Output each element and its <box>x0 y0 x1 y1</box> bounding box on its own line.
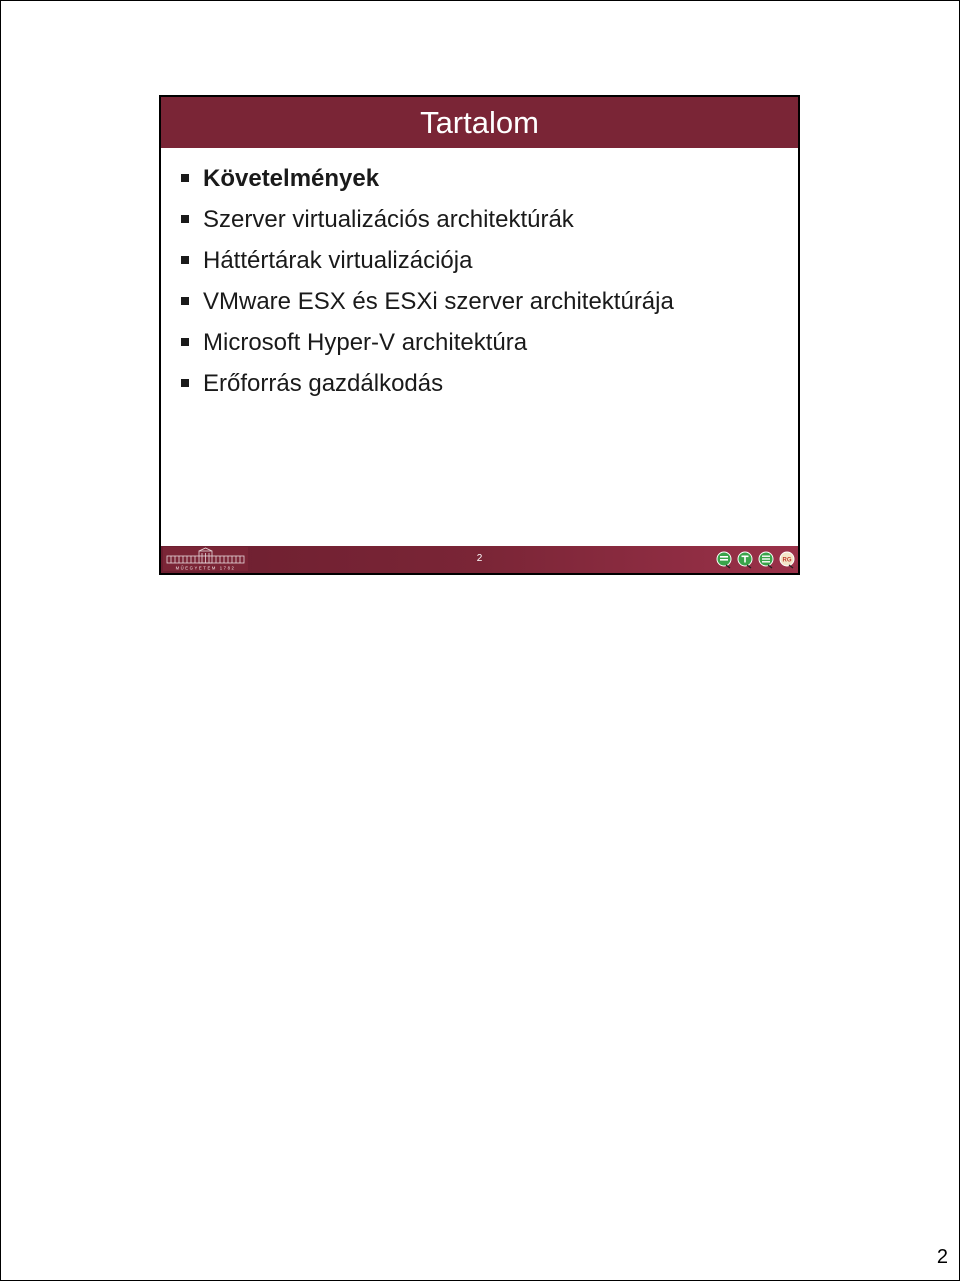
bullet-item <box>179 241 789 282</box>
bullet-label: Háttértárak virtualizációja <box>203 247 473 274</box>
page-number: 2 <box>936 1246 948 1268</box>
slide-header <box>161 97 798 148</box>
bullet-marker-icon <box>181 379 189 387</box>
bullet-item <box>179 323 789 364</box>
ftsrg-rg-icon <box>779 549 796 569</box>
bullet-label: Követelmények <box>203 165 380 192</box>
bullet-item <box>179 159 789 200</box>
bullet-item <box>179 282 789 323</box>
bullet-label: Erőforrás gazdálkodás <box>203 370 444 397</box>
slide-footer <box>161 546 798 573</box>
ftsrg-f-icon <box>716 549 733 569</box>
bullet-label: Microsoft Hyper-V architektúra <box>203 329 528 356</box>
slide <box>159 95 800 575</box>
slide-title: Tartalom <box>420 105 539 140</box>
bullet-item <box>179 200 789 241</box>
ftsrg-s-icon <box>758 549 775 569</box>
bullet-marker-icon <box>181 256 189 264</box>
bullet-marker-icon <box>181 174 189 182</box>
bullet-marker-icon <box>181 338 189 346</box>
bullet-list <box>179 159 789 405</box>
bullet-label: VMware ESX és ESXi szerver architektúrája <box>203 288 674 315</box>
bullet-item <box>179 364 789 405</box>
bullet-label: Szerver virtualizációs architektúrák <box>203 206 574 233</box>
footer-icon-group <box>716 549 796 569</box>
ftsrg-t-icon <box>737 549 754 569</box>
svg-text:MŰEGYETEM 1782: MŰEGYETEM 1782 <box>175 565 236 571</box>
bullet-marker-icon <box>181 297 189 305</box>
bullet-marker-icon <box>181 215 189 223</box>
svg-text:RG: RG <box>782 557 792 564</box>
slide-number: 2 <box>476 553 483 564</box>
